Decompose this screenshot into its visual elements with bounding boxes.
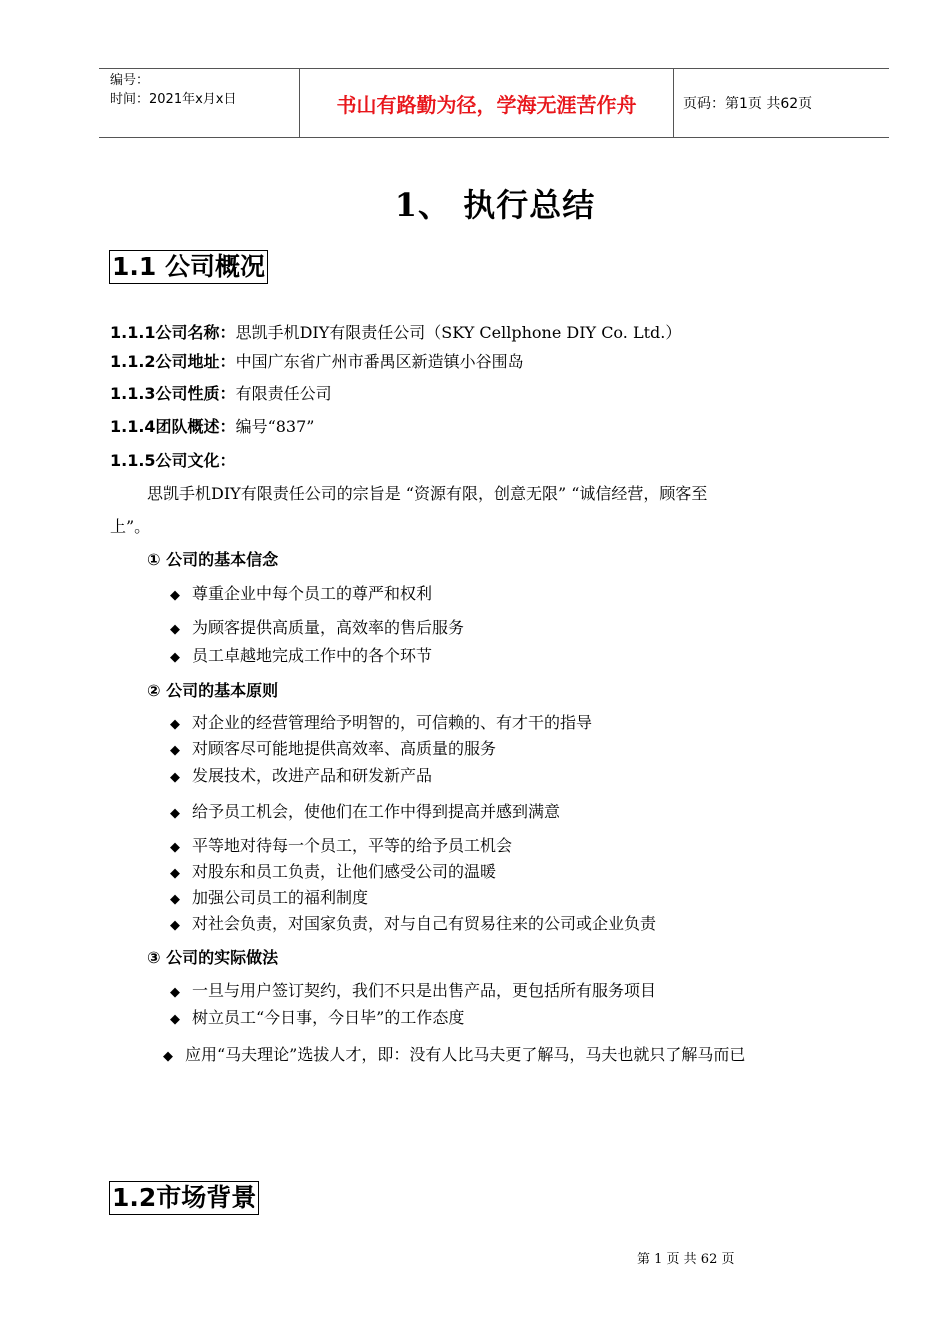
list-item: ◆ 对顾客尽可能地提供高效率、高质量的服务 bbox=[170, 739, 497, 758]
info-value: 思凯手机DIY有限责任公司（SKY Cellphone DIY Co. Ltd.） bbox=[235, 323, 682, 342]
info-label: 1.1.3公司性质： bbox=[110, 384, 236, 403]
diamond-bullet-icon: ◆ bbox=[170, 650, 180, 665]
diamond-bullet-icon: ◆ bbox=[170, 918, 180, 933]
info-line-company-address bbox=[110, 349, 524, 372]
info-value: 中国广东省广州市番禺区新造镇小谷围岛 bbox=[235, 352, 524, 371]
list-item: ◆ 对企业的经营管理给予明智的，可信赖的、有才干的指导 bbox=[170, 713, 593, 732]
section-heading-1-2: 1.2市场背景 bbox=[109, 1181, 259, 1215]
info-line-company-type bbox=[110, 381, 332, 404]
diamond-bullet-icon: ◆ bbox=[170, 770, 180, 785]
info-line-company-name bbox=[110, 320, 681, 343]
subheading-practices: ③ 公司的实际做法 bbox=[147, 948, 279, 967]
list-item: ◆ 员工卓越地完成工作中的各个环节 bbox=[170, 646, 433, 665]
time-label: 时间：2021年x月x日 bbox=[110, 92, 237, 107]
list-item: ◆ 应用“马夫理论”选拔人才，即：没有人比马夫更了解马，马夫也就只了解马而已 bbox=[163, 1045, 746, 1064]
list-item: ◆ 尊重企业中每个员工的尊严和权利 bbox=[170, 584, 433, 603]
info-line-team bbox=[110, 414, 314, 437]
diamond-bullet-icon: ◆ bbox=[163, 1049, 173, 1064]
page-title: 1、 执行总结 bbox=[394, 186, 596, 224]
info-label: 1.1.1公司名称： bbox=[110, 323, 236, 342]
culture-paragraph-line: 上”。 bbox=[110, 517, 151, 536]
diamond-bullet-icon: ◆ bbox=[170, 892, 180, 907]
list-item: ◆ 对股东和员工负责，让他们感受公司的温暖 bbox=[170, 862, 497, 881]
list-item: ◆ 为顾客提供高质量，高效率的售后服务 bbox=[170, 618, 465, 637]
info-label: 1.1.4团队概述： bbox=[110, 417, 236, 436]
diamond-bullet-icon: ◆ bbox=[170, 622, 180, 637]
list-item: ◆ 给予员工机会，使他们在工作中得到提高并感到满意 bbox=[170, 802, 561, 821]
info-value: 编号“837” bbox=[235, 417, 315, 436]
info-value: 有限责任公司 bbox=[235, 384, 332, 403]
serial-label: 编号： bbox=[110, 73, 150, 88]
info-label: 1.1.2公司地址： bbox=[110, 352, 236, 371]
page-footer: 第 1 页 共 62 页 bbox=[637, 1252, 735, 1267]
diamond-bullet-icon: ◆ bbox=[170, 985, 180, 1000]
info-label: 1.1.5公司文化： bbox=[110, 451, 236, 470]
list-item: ◆ 对社会负责，对国家负责，对与自己有贸易往来的公司或企业负责 bbox=[170, 914, 657, 933]
header-motto: 书山有路勤为径，学海无涯苦作舟 bbox=[336, 92, 637, 117]
subheading-principles: ② 公司的基本原则 bbox=[147, 681, 279, 700]
subheading-beliefs: ① 公司的基本信念 bbox=[147, 550, 279, 569]
header-page-info: 页码：第1页 共62页 bbox=[683, 96, 813, 112]
diamond-bullet-icon: ◆ bbox=[170, 806, 180, 821]
diamond-bullet-icon: ◆ bbox=[170, 840, 180, 855]
list-item: ◆ 发展技术，改进产品和研发新产品 bbox=[170, 766, 433, 785]
diamond-bullet-icon: ◆ bbox=[170, 1012, 180, 1027]
header-meta bbox=[99, 69, 299, 137]
list-item: ◆ 树立员工“今日事，今日毕”的工作态度 bbox=[170, 1008, 465, 1027]
list-item: ◆ 一旦与用户签订契约，我们不只是出售产品，更包括所有服务项目 bbox=[170, 981, 657, 1000]
page-header bbox=[99, 68, 889, 138]
culture-paragraph-line: 思凯手机DIY有限责任公司的宗旨是 “资源有限，创意无限” “诚信经营，顾客至 bbox=[147, 484, 708, 503]
section-heading-1-1: 1.1 公司概况 bbox=[109, 250, 268, 284]
info-line-culture bbox=[110, 448, 236, 471]
diamond-bullet-icon: ◆ bbox=[170, 588, 180, 603]
diamond-bullet-icon: ◆ bbox=[170, 866, 180, 881]
list-item: ◆ 加强公司员工的福利制度 bbox=[170, 888, 369, 907]
diamond-bullet-icon: ◆ bbox=[170, 717, 180, 732]
list-item: ◆ 平等地对待每一个员工，平等的给予员工机会 bbox=[170, 836, 513, 855]
diamond-bullet-icon: ◆ bbox=[170, 743, 180, 758]
